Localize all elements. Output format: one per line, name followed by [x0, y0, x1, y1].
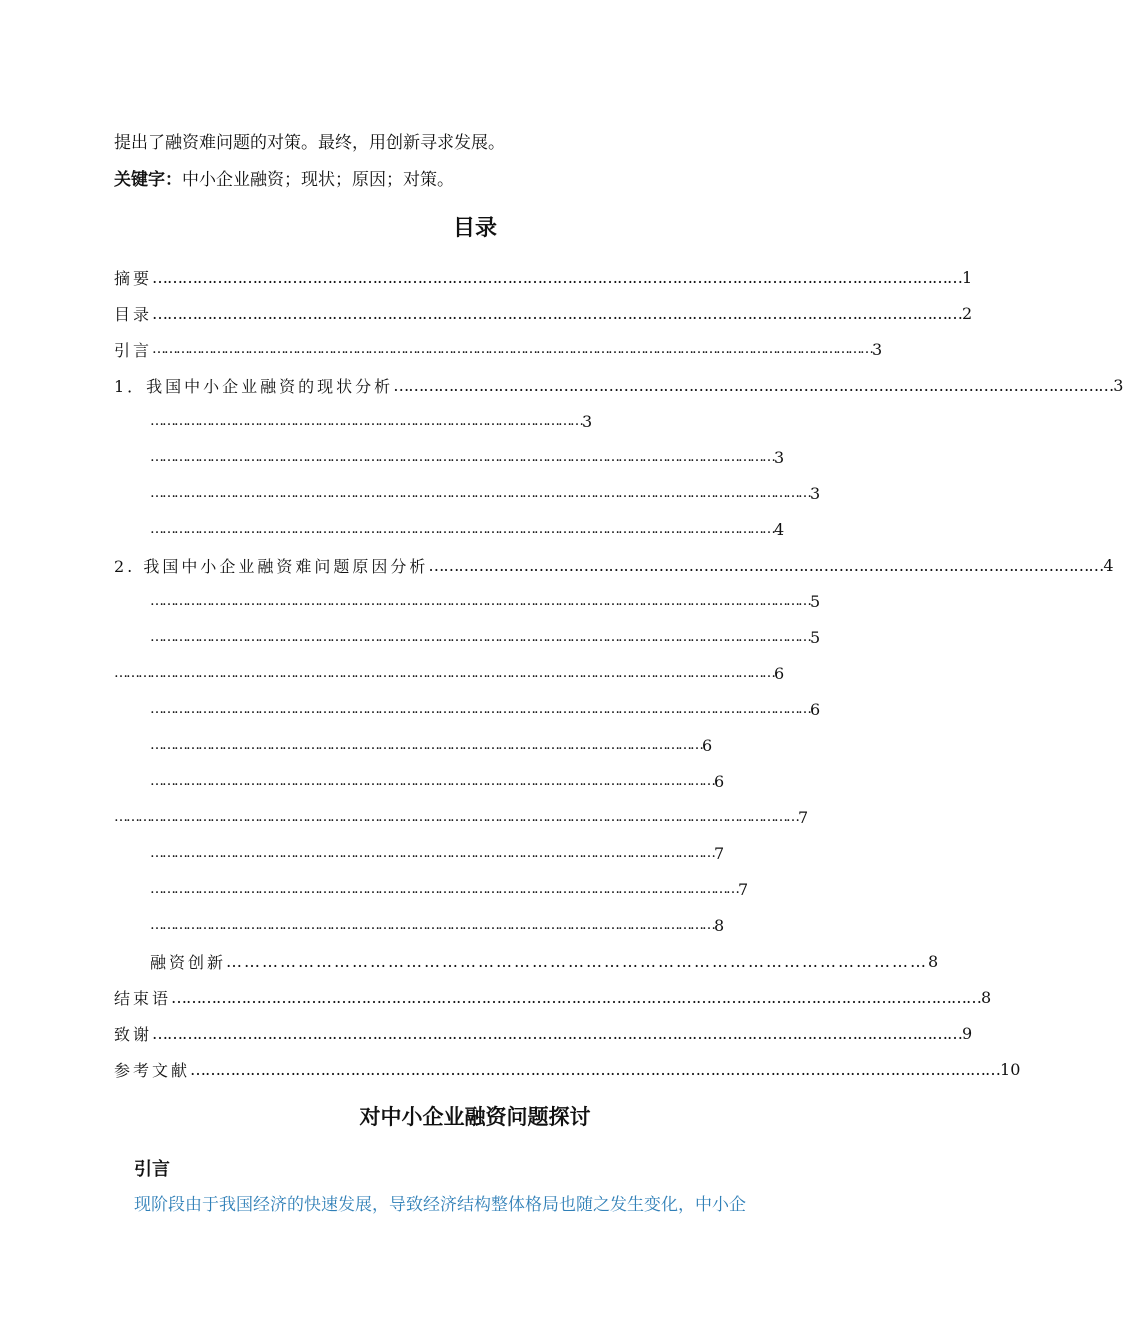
- toc-leader-dots: ………………………………………………………………………………………………………………………………………………: [152, 267, 963, 287]
- toc-entry-section-2[interactable]: [114, 552, 1114, 578]
- introduction-body-text: 现阶段由于我国经济的快速发展，导致经济结构整体格局也随之发生变化，中小企: [134, 1195, 746, 1215]
- toc-entry-abstract[interactable]: [114, 264, 973, 290]
- document-title: 对中小企业融资问题探讨: [359, 1105, 591, 1129]
- toc-leader-dots: ………………………………………………………………………………………………: [150, 413, 582, 429]
- toc-page-number: 7: [798, 807, 809, 827]
- toc-leader-dots: …………………………………………………………………………………………………………………………………………………: [150, 701, 810, 717]
- toc-leader-dots: …………………………………………………………………………………………………………………………………………………: [114, 665, 774, 681]
- toc-entry-section-1[interactable]: [114, 372, 1123, 398]
- toc-leader-dots: ………………………………………………………………………………………………………………………………: [393, 375, 1114, 395]
- toc-subentry[interactable]: [150, 912, 725, 938]
- toc-page-number: 6: [702, 735, 713, 755]
- toc-leader-dots: …………………………………………………………………………………………………………………………………………: [150, 449, 774, 465]
- toc-leader-dots: ………………………………………………………………………………………………………………………………………………: [171, 987, 982, 1007]
- toc-leader-dots: …………………………………………………………………………………………………………………………………: [150, 881, 738, 897]
- toc-entry-contents[interactable]: [114, 300, 973, 326]
- toc-leader-dots: ……………………………………………………………………………………………………………………………: [150, 845, 714, 861]
- toc-page-number: 6: [714, 771, 725, 791]
- toc-page-number: 3: [872, 339, 883, 359]
- toc-subentry[interactable]: [114, 660, 785, 686]
- toc-entry-acknowledgements[interactable]: [114, 1020, 973, 1046]
- toc-subentry[interactable]: [150, 696, 821, 722]
- toc-subentry[interactable]: [150, 876, 749, 902]
- toc-page-number: 4: [1103, 555, 1114, 575]
- abstract-closing-line: 提出了融资难问题的对策。最终，用创新寻求发展。: [114, 133, 505, 153]
- toc-subentry[interactable]: [150, 624, 821, 650]
- keywords-label: 关键字：: [114, 170, 182, 190]
- toc-leader-dots: …………………………………………………………………………………………………………………………: [150, 737, 702, 753]
- toc-leader-dots: ………………………………………………………………………………………………………………………………………………: [152, 1023, 963, 1043]
- toc-page-number: 5: [810, 591, 821, 611]
- toc-entry-label: 目录: [114, 304, 153, 324]
- toc-leader-dots: …………………………………………………………………………………………………………………………………………………: [150, 593, 810, 609]
- toc-subentry[interactable]: [150, 588, 821, 614]
- toc-page-number: 2: [962, 303, 973, 323]
- toc-subentry[interactable]: [150, 444, 785, 470]
- toc-page-number: 9: [962, 1023, 973, 1043]
- toc-leader-dots: …………………………………………………………………………………………………………………………………………………: [150, 629, 810, 645]
- toc-page-number: 1: [962, 267, 973, 287]
- toc-page-number: 3: [582, 411, 593, 431]
- toc-entry-financing-innovation[interactable]: [150, 948, 939, 974]
- toc-page-number: 7: [738, 879, 749, 899]
- toc-page-number: 10: [1000, 1059, 1021, 1079]
- toc-leader-dots: ………………………………………………………………………………………………………………………………………………………………: [152, 341, 873, 357]
- toc-leader-dots: ……………………………………………………………………………………………………………………………: [150, 917, 714, 933]
- toc-leader-dots: ………………………………………………………………………………………………………………………: [428, 555, 1104, 575]
- toc-page-number: 3: [774, 447, 785, 467]
- toc-subentry[interactable]: [150, 516, 785, 542]
- toc-page-number: 7: [714, 843, 725, 863]
- toc-page-number: 4: [774, 519, 785, 539]
- toc-page-number: 8: [981, 987, 992, 1007]
- toc-page-number: 6: [774, 663, 785, 683]
- keywords-line: [114, 165, 454, 190]
- toc-entry-label: 致谢: [114, 1024, 153, 1044]
- toc-entry-conclusion[interactable]: [114, 984, 992, 1010]
- toc-page-number: 5: [810, 627, 821, 647]
- toc-leader-dots: …………………………………………………………………………………………………………………………………………………: [150, 485, 810, 501]
- toc-page-number: 3: [1113, 375, 1123, 395]
- introduction-heading: 引言: [134, 1159, 170, 1180]
- toc-page-number: 8: [714, 915, 725, 935]
- toc-subentry[interactable]: [150, 480, 821, 506]
- toc-entry-label: 引言: [114, 340, 153, 360]
- toc-entry-label: 参考文献: [114, 1060, 191, 1080]
- toc-entry-introduction[interactable]: [114, 336, 883, 362]
- toc-subentry[interactable]: [150, 408, 593, 434]
- toc-subentry[interactable]: [150, 768, 725, 794]
- toc-title: 目录: [452, 216, 497, 241]
- keywords-text: 中小企业融资；现状；原因；对策。: [182, 170, 454, 190]
- toc-leader-dots: …………………………………………………………………………………………………………………………………………: [150, 521, 774, 537]
- toc-leader-dots: ………………………………………………………………………………………………………………………………………………: [152, 303, 963, 323]
- toc-entry-references[interactable]: [114, 1056, 1021, 1082]
- toc-subentry[interactable]: [150, 840, 725, 866]
- toc-entry-label: 结束语: [114, 988, 172, 1008]
- toc-subentry[interactable]: [150, 732, 713, 758]
- toc-subentry[interactable]: [114, 804, 809, 830]
- toc-leader-dots: ………………………………………………………………………………………………………………………………………………: [190, 1059, 1001, 1079]
- toc-leader-dots: ………………………………………………………………………………………………………………………………………………………: [114, 809, 798, 825]
- toc-page-number: 8: [928, 951, 939, 971]
- toc-entry-label: 2. 我国中小企业融资难问题原因分析: [114, 556, 429, 576]
- toc-entry-label: 1．我国中小企业融资的现状分析: [114, 376, 394, 396]
- toc-page-number: 6: [810, 699, 821, 719]
- toc-entry-label: 摘要: [114, 268, 153, 288]
- toc-page-number: 3: [810, 483, 821, 503]
- toc-leader-dots: ………………………………………………………………………………………………………: [226, 951, 929, 971]
- toc-leader-dots: ……………………………………………………………………………………………………………………………: [150, 773, 714, 789]
- toc-entry-label: 融资创新: [150, 952, 227, 972]
